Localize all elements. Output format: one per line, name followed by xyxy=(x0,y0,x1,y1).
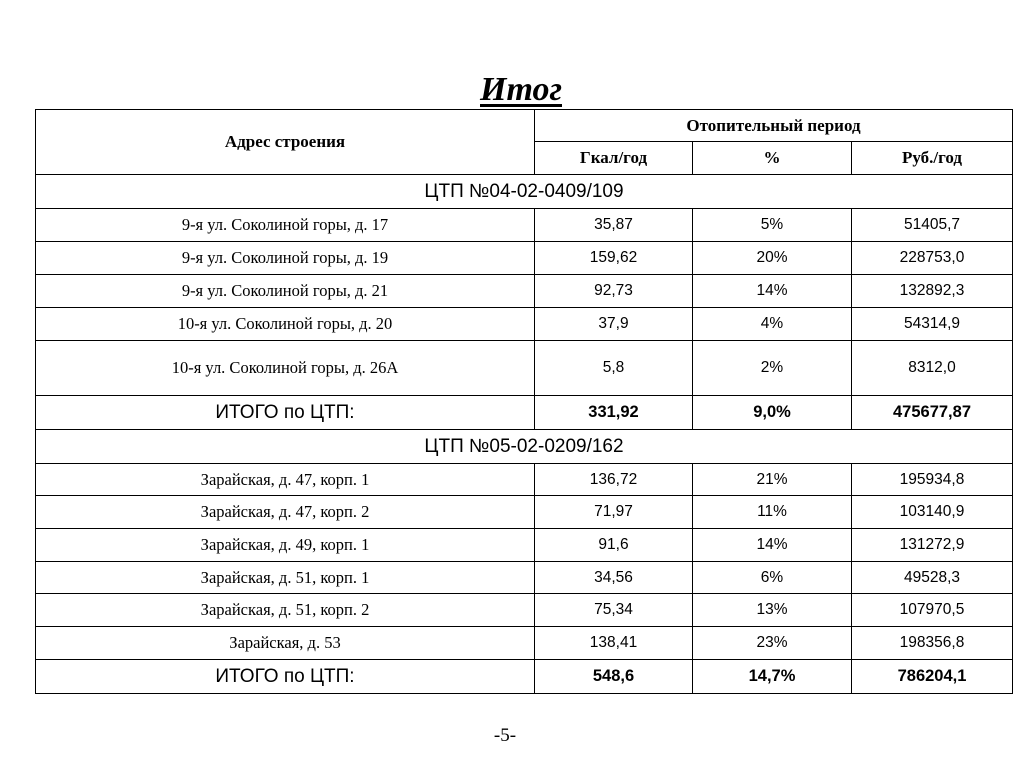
cell-rub: 198356,8 xyxy=(852,627,1013,660)
cell-gcal: 75,34 xyxy=(535,594,693,627)
cell-address: 10-я ул. Соколиной горы, д. 20 xyxy=(36,308,535,341)
group-title-row xyxy=(36,430,1013,464)
cell-percent: 2% xyxy=(693,341,852,396)
cell-address: Зарайская, д. 47, корп. 1 xyxy=(36,464,535,496)
header-address: Адрес строения xyxy=(36,110,535,175)
cell-percent: 11% xyxy=(693,496,852,529)
cell-percent: 20% xyxy=(693,242,852,275)
cell-gcal: 34,56 xyxy=(535,562,693,594)
cell-address: Зарайская, д. 51, корп. 1 xyxy=(36,562,535,594)
cell-gcal: 35,87 xyxy=(535,209,693,242)
total-row xyxy=(36,396,1013,430)
cell-rub: 107970,5 xyxy=(852,594,1013,627)
total-percent: 14,7% xyxy=(693,660,852,694)
cell-gcal: 91,6 xyxy=(535,529,693,562)
cell-address: 9-я ул. Соколиной горы, д. 17 xyxy=(36,209,535,242)
cell-percent: 6% xyxy=(693,562,852,594)
cell-percent: 23% xyxy=(693,627,852,660)
table-row xyxy=(36,242,1013,275)
table-row xyxy=(36,562,1013,594)
header-heating-period: Отопительный период xyxy=(535,110,1013,142)
group-title: ЦТП №04-02-0409/109 xyxy=(36,175,1013,209)
cell-address: Зарайская, д. 53 xyxy=(36,627,535,660)
table-row xyxy=(36,529,1013,562)
total-label: ИТОГО по ЦТП: xyxy=(36,396,535,430)
cell-address: 9-я ул. Соколиной горы, д. 19 xyxy=(36,242,535,275)
cell-percent: 14% xyxy=(693,529,852,562)
table-row xyxy=(36,209,1013,242)
cell-gcal: 92,73 xyxy=(535,275,693,308)
header-rub: Руб./год xyxy=(852,142,1013,175)
cell-address: 9-я ул. Соколиной горы, д. 21 xyxy=(36,275,535,308)
cell-address: 10-я ул. Соколиной горы, д. 26А xyxy=(36,341,535,396)
cell-gcal: 71,97 xyxy=(535,496,693,529)
cell-percent: 4% xyxy=(693,308,852,341)
cell-rub: 49528,3 xyxy=(852,562,1013,594)
cell-address: Зарайская, д. 51, корп. 2 xyxy=(36,594,535,627)
table-row xyxy=(36,275,1013,308)
cell-rub: 228753,0 xyxy=(852,242,1013,275)
total-label: ИТОГО по ЦТП: xyxy=(36,660,535,694)
cell-percent: 14% xyxy=(693,275,852,308)
table-row xyxy=(36,496,1013,529)
cell-gcal: 138,41 xyxy=(535,627,693,660)
table-row xyxy=(36,594,1013,627)
cell-rub: 8312,0 xyxy=(852,341,1013,396)
cell-rub: 103140,9 xyxy=(852,496,1013,529)
cell-gcal: 5,8 xyxy=(535,341,693,396)
table-row xyxy=(36,464,1013,496)
cell-rub: 195934,8 xyxy=(852,464,1013,496)
table-row xyxy=(36,627,1013,660)
total-gcal: 548,6 xyxy=(535,660,693,694)
cell-percent: 5% xyxy=(693,209,852,242)
page-number: -5- xyxy=(493,725,517,746)
total-percent: 9,0% xyxy=(693,396,852,430)
page-title: Итог xyxy=(480,71,562,108)
total-rub: 786204,1 xyxy=(852,660,1013,694)
cell-gcal: 136,72 xyxy=(535,464,693,496)
group-title-row xyxy=(36,175,1013,209)
cell-percent: 13% xyxy=(693,594,852,627)
cell-percent: 21% xyxy=(693,464,852,496)
total-row xyxy=(36,660,1013,694)
total-gcal: 331,92 xyxy=(535,396,693,430)
header-gcal: Гкал/год xyxy=(535,142,693,175)
cell-rub: 54314,9 xyxy=(852,308,1013,341)
cell-rub: 131272,9 xyxy=(852,529,1013,562)
group-title: ЦТП №05-02-0209/162 xyxy=(36,430,1013,464)
cell-gcal: 159,62 xyxy=(535,242,693,275)
header-percent: % xyxy=(693,142,852,175)
cell-rub: 51405,7 xyxy=(852,209,1013,242)
header-row-top xyxy=(36,110,1013,142)
cell-address: Зарайская, д. 49, корп. 1 xyxy=(36,529,535,562)
summary-table xyxy=(35,109,1013,694)
table-row xyxy=(36,341,1013,396)
table-row xyxy=(36,308,1013,341)
cell-address: Зарайская, д. 47, корп. 2 xyxy=(36,496,535,529)
cell-gcal: 37,9 xyxy=(535,308,693,341)
cell-rub: 132892,3 xyxy=(852,275,1013,308)
total-rub: 475677,87 xyxy=(852,396,1013,430)
